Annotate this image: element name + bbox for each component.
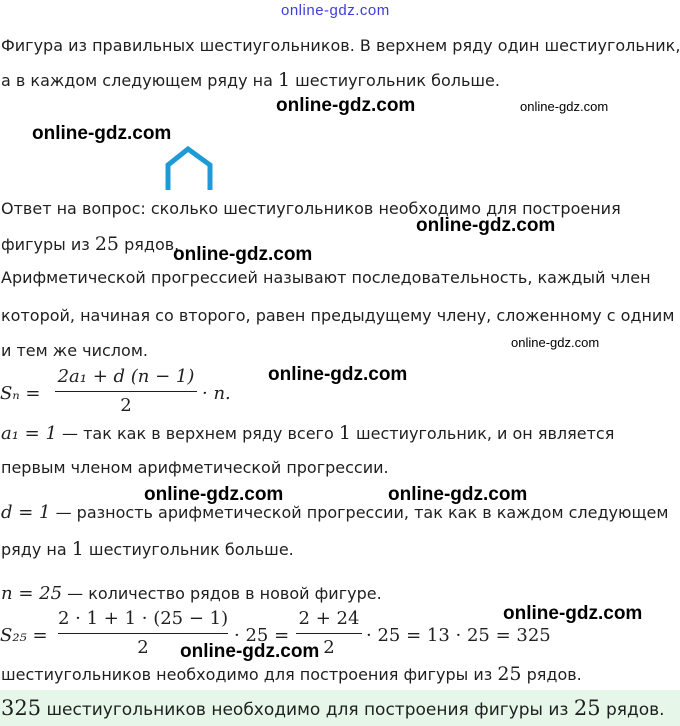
n-line <box>1 584 382 604</box>
hexagon-figure <box>163 146 221 192</box>
fraction-bar <box>296 633 362 634</box>
watermark: online-gdz.com <box>268 364 408 385</box>
question-line-1: Ответ на вопрос: сколько шестиугольников необходимо для построения <box>1 199 621 218</box>
text: рядов. <box>600 700 665 720</box>
formula-s25-denominator-1: 2 <box>137 637 149 658</box>
fraction-bar <box>58 633 228 634</box>
answer-line <box>1 698 665 720</box>
text: шестиугольник больше. <box>83 540 294 559</box>
watermark: online-gdz.com <box>32 123 172 144</box>
formula-s25-numerator-1: 2 · 1 + 1 · (25 − 1) <box>58 608 229 629</box>
watermark: online-gdz.com <box>180 641 320 662</box>
d-line-1 <box>1 503 668 523</box>
number: 25 <box>573 696 601 720</box>
text: шестиугольников необходимо для построения фигуры из <box>41 700 574 720</box>
number: 25 <box>497 663 522 685</box>
text: рядов. <box>521 665 582 684</box>
number: 1 <box>338 422 351 444</box>
task-text-line-2 <box>1 70 500 91</box>
number: 1 <box>277 69 291 91</box>
watermark: online-gdz.com <box>520 99 609 114</box>
text: — количество рядов в новой фигуре. <box>62 584 382 603</box>
formula-s25-middle: · 25 = <box>234 625 290 646</box>
watermark: online-gdz.com <box>173 244 313 265</box>
watermark: online-gdz.com <box>276 95 416 116</box>
formula-sn-lhs: Sₙ = <box>0 383 41 404</box>
math: a₁ = 1 <box>1 423 57 444</box>
watermark-top: online-gdz.com <box>281 2 390 19</box>
question-line-2 <box>1 234 179 255</box>
text: шестиугольников необходимо для построения фигуры из <box>1 665 498 684</box>
d-line-2 <box>1 539 294 560</box>
definition-line-3: и тем же числом. <box>1 341 148 360</box>
definition-line-1: Арифметической прогрессией называют последовательность, каждый член <box>1 268 651 287</box>
fraction-bar <box>55 391 197 392</box>
result-line <box>1 664 582 685</box>
watermark: online-gdz.com <box>511 335 600 350</box>
text: а в каждом следующем ряду на <box>1 71 278 90</box>
number: 1 <box>71 538 84 560</box>
text: ряду на <box>1 540 72 559</box>
task-text-line-1: Фигура из правильных шестиугольников. В верхнем ряду один шестиугольник, <box>1 36 680 55</box>
formula-s25-denominator-2: 2 <box>323 637 335 658</box>
text: рядов. <box>119 235 180 254</box>
math: n = 25 <box>1 583 63 604</box>
a1-line-2: первым членом арифметической прогрессии. <box>1 458 389 477</box>
a1-line-1 <box>1 423 614 444</box>
text: шестиугольник, и он является <box>350 424 615 443</box>
formula-sn-tail: · n. <box>202 383 231 404</box>
number: 25 <box>94 233 120 255</box>
watermark: online-gdz.com <box>416 215 556 236</box>
formula-sn-denominator: 2 <box>120 395 132 416</box>
watermark: online-gdz.com <box>144 484 284 505</box>
math: d = 1 <box>1 502 51 523</box>
formula-s25-lhs: S₂₅ = <box>0 625 48 646</box>
definition-line-2: которой, начиная со второго, равен предыдущему члену, сложенному с одним <box>1 306 675 325</box>
text: шестиугольник больше. <box>290 71 500 90</box>
formula-sn-numerator: 2a₁ + d (n − 1) <box>57 366 195 387</box>
watermark: online-gdz.com <box>503 603 643 624</box>
watermark: online-gdz.com <box>388 484 528 505</box>
formula-s25-numerator-2: 2 + 24 <box>298 608 360 629</box>
formula-s25-result: · 25 = 13 · 25 = 325 <box>366 625 551 646</box>
text: — разность арифметической прогрессии, так как в каждом следующем <box>50 503 669 522</box>
text: — так как в верхнем ряду всего <box>56 424 339 443</box>
number: 325 <box>1 696 42 720</box>
text: фигуры из <box>1 235 95 254</box>
